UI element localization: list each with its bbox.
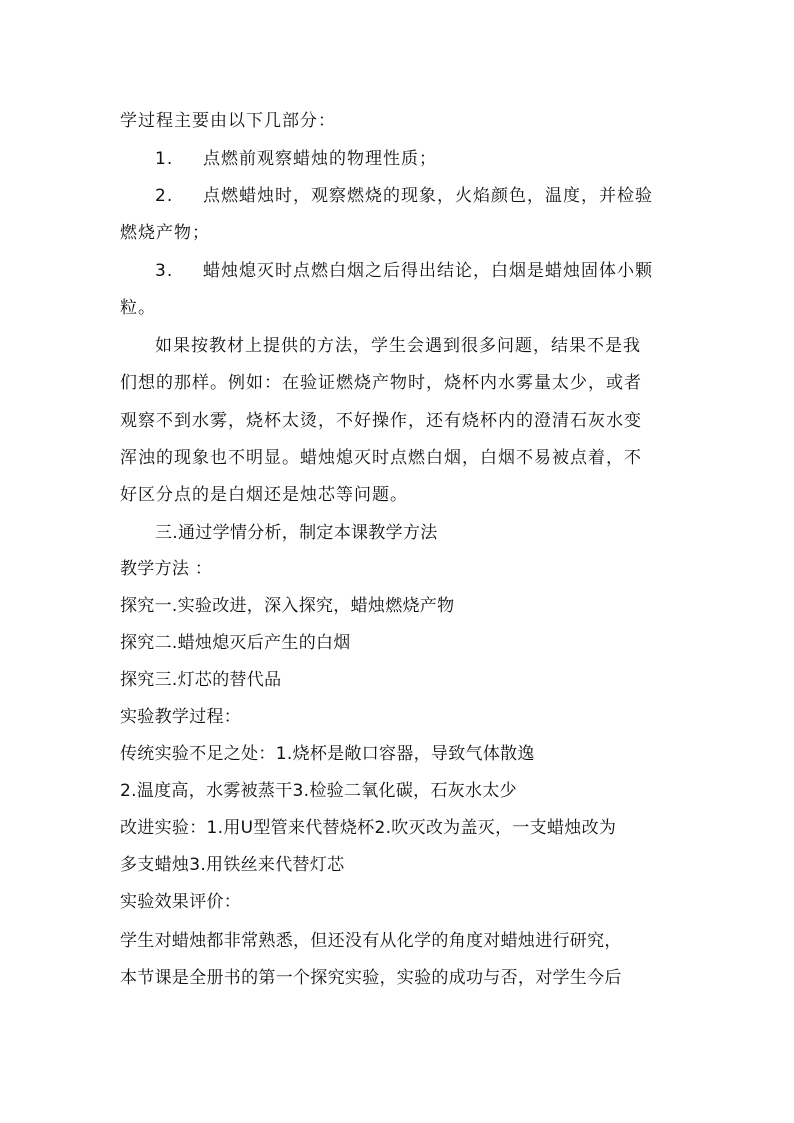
step-3 — [155, 260, 715, 282]
section-heading: 三.通过学情分析，制定本课教学方法 — [155, 523, 438, 543]
method-item: 探究二.蜡烛熄灭后产生的白烟 — [120, 633, 351, 653]
step-text: 蜡烛熄灭时点燃白烟之后得出结论，白烟是蜡烛固体小颗 — [203, 261, 653, 281]
evaluation-line: 本节课是全册书的第一个探究实验，实验的成功与否，对学生今后 — [120, 968, 622, 988]
step-number: 2. — [155, 186, 174, 206]
evaluation-line: 学生对蜡烛都非常熟悉，但还没有从化学的角度对蜡烛进行研究， — [120, 931, 622, 951]
paragraph-line: 观察不到水雾，烧杯太烫，不好操作，还有烧杯内的澄清石灰水变 — [120, 411, 642, 431]
process-line: 改进实验：1.用U型管来代替烧杯2.吹灭改为盖灭，一支蜡烛改为 — [120, 818, 617, 838]
step-2 — [155, 185, 715, 207]
paragraph-line: 浑浊的现象也不明显。蜡烛熄灭时点燃白烟，白烟不易被点着，不 — [120, 448, 642, 468]
process-label: 实验教学过程： — [120, 707, 242, 727]
methods-label: 教学方法 ： — [120, 559, 213, 579]
process-line: 多支蜡烛3.用铁丝来代替灯芯 — [120, 855, 345, 875]
process-line: 2.温度高，水雾被蒸干3.检验二氧化碳，石灰水太少 — [120, 781, 517, 801]
evaluation-label: 实验效果评价： — [120, 892, 242, 912]
intro-line: 学过程主要由以下几部分： — [120, 111, 336, 131]
step-2-continued: 燃烧产物； — [120, 223, 210, 243]
method-item: 探究三.灯芯的替代品 — [120, 670, 282, 690]
method-item: 探究一.实验改进，深入探究，蜡烛燃烧产物 — [120, 596, 455, 616]
process-line: 传统实验不足之处：1.烧杯是敞口容器，导致气体散逸 — [120, 744, 535, 764]
paragraph-line: 们想的那样。例如：在验证燃烧产物时，烧杯内水雾量太少，或者 — [120, 373, 642, 393]
step-1 — [155, 148, 715, 170]
paragraph-line: 好区分点的是白烟还是烛芯等问题。 — [120, 485, 408, 505]
step-3-continued: 粒。 — [120, 298, 156, 318]
step-number: 3. — [155, 261, 174, 281]
step-text: 点燃蜡烛时，观察燃烧的现象，火焰颜色，温度，并检验 — [203, 186, 653, 206]
paragraph-line: 如果按教材上提供的方法，学生会遇到很多问题，结果不是我 — [155, 336, 641, 356]
step-text: 点燃前观察蜡烛的物理性质； — [203, 149, 437, 169]
step-number: 1. — [155, 149, 174, 169]
